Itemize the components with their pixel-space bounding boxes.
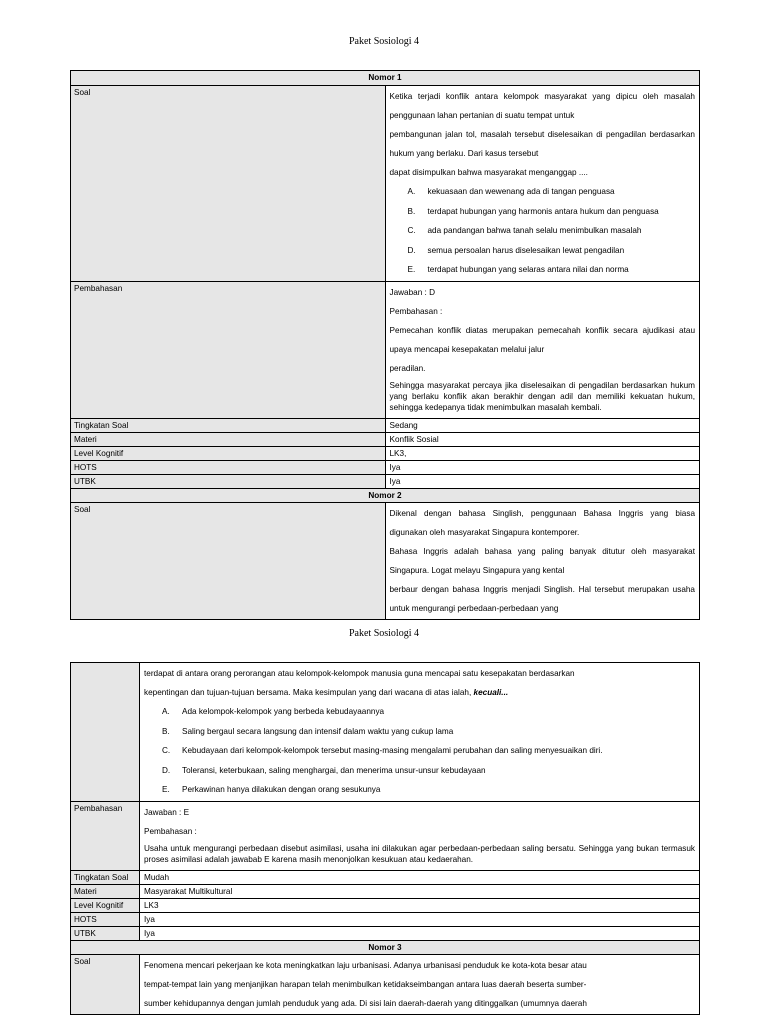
hots-label: HOTS xyxy=(71,912,140,926)
question-2-pembahasan xyxy=(140,801,700,870)
option-e: E. Perkawinan hanya dilakukan dengan orang sesukunya xyxy=(162,785,381,794)
level-label: Level Kognitif xyxy=(71,898,140,912)
soal-label-empty xyxy=(71,663,140,802)
level-value: LK3, xyxy=(385,446,700,460)
tingkatan-value: Sedang xyxy=(385,418,700,432)
option-c: C. Kebudayaan dari kelompok-kelompok tersebut masing-masing mengalami perubahan dan saling menyesuaikan diri. xyxy=(162,746,603,755)
option-d: D. semua persoalan harus diselesaikan lewat pengadilan xyxy=(407,245,625,255)
pembahasan-line: peradilan. xyxy=(389,363,426,373)
soal-line: tempat-tempat lain yang menjanjikan harapan telah menimbulkan ketidakseimbangan antara luas daerah beserta sumber- xyxy=(144,979,587,989)
kecuali-emphasis: kecuali... xyxy=(473,688,509,697)
soal-label: Soal xyxy=(71,502,386,619)
tingkatan-label: Tingkatan Soal xyxy=(71,870,140,884)
soal-line: Fenomena mencari pekerjaan ke kota meningkatkan laju urbanisasi. Adanya urbanisasi penduduk ke kota-kota besar atau xyxy=(144,960,587,970)
question-2-soal-continued xyxy=(140,663,700,802)
page-header: Paket Sosiologi 4 xyxy=(348,628,419,639)
hots-value: Iya xyxy=(140,912,700,926)
tingkatan-value: Mudah xyxy=(140,870,700,884)
utbk-value: Iya xyxy=(385,474,700,488)
soal-line: Bahasa Inggris adalah bahasa yang paling banyak ditutur oleh masyarakat Singapura. Logat melayu Singapura yang kental xyxy=(389,546,695,575)
level-label: Level Kognitif xyxy=(71,446,386,460)
pembahasan-label: Pembahasan xyxy=(71,281,386,418)
hots-label: HOTS xyxy=(71,460,386,474)
pembahasan-title: Pembahasan : xyxy=(389,306,443,316)
materi-value: Konflik Sosial xyxy=(385,432,700,446)
materi-label: Materi xyxy=(71,432,386,446)
soal-line: pembangunan jalan tol, masalah tersebut diselesaikan di pengadilan berdasarkan hukum yang berlaku. Dari kasus tersebut xyxy=(389,130,695,158)
soal-label: Soal xyxy=(71,954,140,1014)
hots-value: Iya xyxy=(385,460,700,474)
jawaban: Jawaban : E xyxy=(144,807,190,817)
pembahasan-paragraph: Usaha untuk mengurangi perbedaan disebut asimilasi, usaha ini dilakukan agar perbedaan-perbedaan saling bersatu. Sehingga yang bukan termasuk proses asimilasi adalah jawabab E karena masih menonjolkan kesukuan atau kedaerahan. xyxy=(144,843,695,864)
soal-line: berbaur dengan bahasa Inggris menjadi Singlish. Hal tersebut merupakan usaha untuk mengurangi perbedaan-perbedaan yang xyxy=(389,584,695,613)
pembahasan-label: Pembahasan xyxy=(71,801,140,870)
level-value: LK3 xyxy=(140,898,700,912)
question-table-page1 xyxy=(70,70,700,620)
pembahasan-title: Pembahasan : xyxy=(144,826,197,836)
soal-line: dapat disimpulkan bahwa masyarakat menganggap .... xyxy=(389,168,588,177)
option-a: A. Ada kelompok-kelompok yang berbeda kebudayaannya xyxy=(162,707,385,716)
option-b: B. terdapat hubungan yang harmonis antara hukum dan penguasa xyxy=(407,206,659,216)
jawaban: Jawaban : D xyxy=(389,287,436,297)
soal-line: terdapat di antara orang perorangan atau kelompok-kelompok manusia guna mencapai satu kesepakatan berdasarkan xyxy=(144,669,575,678)
question-1-soal xyxy=(385,86,700,282)
option-c: C. ada pandangan bahwa tanah selalu menimbulkan masalah xyxy=(407,226,642,235)
question-2-soal xyxy=(385,502,700,619)
tingkatan-label: Tingkatan Soal xyxy=(71,418,386,432)
option-d: D. Toleransi, keterbukaan, saling menghargai, dan menerima unsur-unsur kebudayaan xyxy=(162,765,486,775)
soal-line: sumber kehidupannya dengan jumlah penduduk yang ada. Di sisi lain daerah-daerah yang ditinggalkan (umumnya daerah xyxy=(144,998,587,1008)
utbk-label: UTBK xyxy=(71,926,140,940)
question-3-header: Nomor 3 xyxy=(71,940,700,954)
soal-line: Ketika terjadi konflik antara kelompok masyarakat yang dipicu oleh masalah penggunaan lahan pertanian di suatu tempat untuk xyxy=(389,92,695,120)
pembahasan-paragraph: Sehingga masyarakat percaya jika diselesaikan di pengadilan berdasarkan hukum yang berlaku konflik akan berakhir dengan adil dan memiliki kekuatan hukum, sehingga kedepanya tidak menimbulkan masalah kembali. xyxy=(389,380,695,412)
option-a: A. kekuasaan dan wewenang ada di tangan penguasa xyxy=(407,187,615,196)
pembahasan-line: Pemecahan konflik diatas merupakan pemecahah konflik secara ajudikasi atau upaya mencapai kesepakatan melalui jalur xyxy=(389,325,695,354)
question-3-soal xyxy=(140,954,700,1014)
option-b: B. Saling bergaul secara langsung dan intensif dalam waktu yang cukup lama xyxy=(162,726,454,736)
page-header: Paket Sosiologi 4 xyxy=(348,36,419,47)
soal-line: kepentingan dan tujuan-tujuan bersama. Maka kesimpulan yang dari wacana di atas ialah, kecuali... xyxy=(144,688,509,697)
question-2-header: Nomor 2 xyxy=(71,488,700,502)
utbk-label: UTBK xyxy=(71,474,386,488)
question-table-page2 xyxy=(70,662,700,1015)
option-e: E. terdapat hubungan yang selaras antara nilai dan norma xyxy=(407,265,629,274)
question-1-header: Nomor 1 xyxy=(71,71,700,86)
soal-label: Soal xyxy=(71,86,386,282)
question-1-pembahasan xyxy=(385,281,700,418)
utbk-value: Iya xyxy=(140,926,700,940)
materi-value: Masyarakat Multikultural xyxy=(140,884,700,898)
materi-label: Materi xyxy=(71,884,140,898)
soal-line: Dikenal dengan bahasa Singlish, penggunaan Bahasa Inggris yang biasa digunakan oleh masyarakat Singapura kontemporer. xyxy=(389,508,695,537)
